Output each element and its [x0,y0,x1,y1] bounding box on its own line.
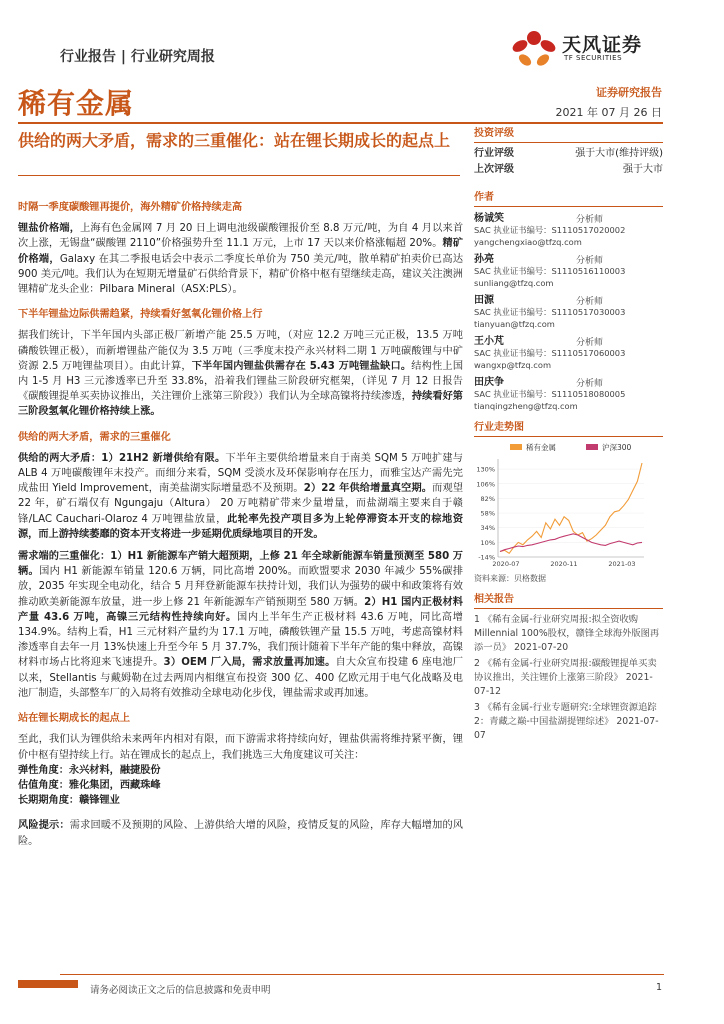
tf-logo-icon [508,20,560,70]
section-heading: 供给的两大矛盾，需求的三重催化 [18,431,171,443]
related-report-link[interactable]: 1 《稀有金属-行业研究周报:拟全资收购 Millennial 100%股权，赣锋全球海外版图再添一员》 2021-07-20 [474,614,660,653]
section-heading: 下半年锂盐边际供需趋紧，持续看好氢氧化锂价格上行 [18,309,263,321]
y-tick-label: 10% [480,538,495,547]
logo-name: 天风证券 [562,34,643,56]
y-tick-label: 130% [476,465,495,474]
author-entry: 田庆争 分析师 SAC 执业证书编号：S1110518080005 tianqingzheng@tfzq.com [474,377,626,411]
paragraph: 锂盐价格端，上海有色金属网 7 月 20 日上调电池级碳酸锂报价至 8.8 万元/吨，为自 4 月以来首次上涨，无锡盘“碳酸锂 2110”价格强势升至 11.1 万元，上市 17 天以来价格涨幅超 20%。精矿价格端，Galaxy 在其二季报电话会中表示二季度长单价为 750 美元/吨，散单精矿拍卖价已高达 900 美元/吨。我们认为在短期无增量矿石供给背景下，精矿价格中枢有望继续走高，建议关注澳洲锂精矿龙头企业：Pilbara Mineral（ASX:PLS）。 [18,223,464,296]
y-tick-label: -14% [478,553,495,562]
x-tick-label: 2020-11 [550,560,578,568]
paragraph: 据我们统计，下半年国内头部正极厂新增产能 25.5 万吨，（对应 12.2 万吨三元正极，13.5 万吨磷酸铁锂正极），而新增锂盐产能仅为 3.5 万吨（三季度末投产永兴材料二期 1 万吨碳酸锂与中矿资源 2.5 万吨锂盐项目）。由此计算，下半年国内锂盐供需存在 5.43 万吨锂盐缺口。结构性上国内 1-5 月 H3 三元渗透率已升至 33.8%，沿着我们锂盐三阶段研究框架，（详见 7 月 12 日报告《碳酸锂提单买卖协议推出，关注锂价上涨第三阶段》）我们认为全球高镍将持续渗透，持续看好第三阶段氢氧化锂价格持续上涨。 [18,330,464,418]
related-report-link[interactable]: 2 《稀有金属-行业研究周报:碳酸锂提单买卖协议推出，关注锂价上涨第三阶段》 2021-07-12 [474,658,657,697]
previous-rating: 上次评级 强于大市 [474,164,663,175]
sector-title: 稀有金属 [18,87,135,120]
series-line-csi300 [500,534,642,552]
author-entry: 杨诚笑 分析师 SAC 执业证书编号：S1110517020002 yangchengxiao@tfzq.com [474,213,626,247]
related-report-link[interactable]: 3 《稀有金属-行业专题研究:全球锂资源追踪 2：青藏之巅-中国盐湖提锂综述》 2021-07-07 [474,702,659,741]
legend-swatch [510,444,522,450]
footer-accent-bar [18,980,78,988]
authors-heading: 作者 [474,188,663,207]
rating-heading: 投资评级 [474,124,663,143]
x-tick-label: 2020-07 [492,560,520,568]
trend-block [474,418,663,584]
y-tick-label: 34% [480,524,495,533]
footer-disclaimer: 请务必阅读正文之后的信息披露和免责申明 [90,985,271,996]
page-number: 1 [656,982,663,993]
paragraph: 至此，我们认为锂供给未来两年内相对有限，而下游需求将持续向好，锂盐供需将维持紧平衡，锂价中枢有望持续上行。站在锂成长的起点上，我们挑选三大角度建议可关注： [18,734,463,761]
legend-swatch [586,444,598,450]
title-divider [18,175,460,176]
y-tick-label: 58% [480,509,495,518]
paragraph: 需求端的三重催化：1）H1 新能源车产销大超预期，上修 21 年全球新能源车销量预测至 580 万辆。国内 H1 新能源车销量 120.6 万辆，同比高增 200%。而欧盟要求 2030 年减少 55%碳排放，2035 年实现全电动化，结合 5 月拜登新能源车扶持计划，我们认为强势的碳中和政策将有效推动欧美新能源车放量，进一步上修 21 年新能源车产销预期至 580 万辆。2）H1 国内正极材料产量 43.6 万吨，高镍三元结构性持续向好。国内上半年生产正极材料 43.6 万吨，同比高增 134.9%。结构上看，H1 三元材料产量约为 17.1 万吨，磷酸铁锂产量 15.5 万吨，考虑高镍材料渗透率自去年一月 13%快速上升至今年 5 月 37.7%，我们预计随着下半年产能的集中释放，高镍材料市场占比将迎来飞速提升。3）OEM 厂入局，需求放量再加速。自大众宣布投建 6 座电池厂以来，Stellantis 与戴姆勒在过去两周内相继宣布投资 300 亿、400 亿欧元用于电气化战略及电池厂制造，头部整车厂的入局将有效推动全球电动化步伐，锂盐需求或再加速。 [18,551,464,699]
report-date: 2021 年 07 月 26 日 [555,106,662,119]
x-tick-label: 2021-03 [608,560,636,568]
industry-rating: 行业评级 强于大市(维持评级) [474,148,663,159]
trend-chart [474,439,663,569]
report-category: 行业报告 | 行业研究周报 [60,49,215,65]
trend-heading: 行业走势图 [474,418,663,437]
legend-label: 沪深300 [602,443,632,452]
main-title: 供给的两大矛盾，需求的三重催化：站在锂长期成长的起点上 [18,131,451,150]
legend-label: 稀有金属 [526,443,556,452]
authors-block [474,188,663,412]
recommendation: 估值角度：雅化集团，西藏珠峰 [18,779,161,791]
related-block [474,590,663,745]
risk-paragraph: 风险提示：需求回暖不及预期的风险、上游供给大增的风险，疫情反复的风险，库存大幅增加的风险。 [18,820,463,847]
company-logo [508,20,668,72]
author-entry: 田源 分析师 SAC 执业证书编号：S1110517030003 tianyuan@tfzq.com [474,295,626,329]
report-type: 证券研究报告 [596,86,662,99]
report-body [18,200,463,856]
y-tick-label: 106% [476,480,495,489]
author-entry: 孙亮 分析师 SAC 执业证书编号：S1110516110003 sunliang@tfzq.com [474,254,626,288]
logo-subtitle: TF SECURITIES [564,54,623,62]
related-heading: 相关报告 [474,590,663,609]
chart-source: 资料来源：贝格数据 [474,574,546,583]
series-line-rare-metals [500,463,642,553]
section-heading: 站在锂长期成长的起点上 [18,713,131,725]
author-entry: 王小芃 分析师 SAC 执业证书编号：S1110517060003 wangxp@tfzq.com [474,336,626,370]
recommendation: 长期期角度：赣锋锂业 [18,795,120,807]
paragraph: 供给的两大矛盾：1）21H2 新增供给有限。下半年主要供给增量来自于南美 SQM 5 万吨扩建与 ALB 4 万吨碳酸锂年末投产。而细分来看，SQM 受淡水及环保影响存在压力，而雅宝达产需先完成盐田 Yield Improvement，南美盐湖实际增量恐不及预期。2）22 年供给增量真空期。而观望 22 年，矿石端仅有 Ngungaju（Altura） 20 万吨精矿带来少量增量，而盐湖端主要来自于赣锋/LAC Cauchari-Olaroz 4 万吨锂盐放量，此轮率先投产项目多为上轮停滞资本开支的棕地资源，而上游持续萎靡的资本开支将进一步延期优质绿地项目的开发。 [18,452,464,540]
section-heading: 时隔一季度碳酸锂再提价，海外精矿价格持续走高 [18,202,243,213]
y-tick-label: 82% [480,494,495,503]
recommendation: 弹性角度：永兴材料，融捷股份 [18,764,161,776]
related-list [474,613,663,743]
footer-divider [60,974,664,975]
rating-block [474,124,663,178]
